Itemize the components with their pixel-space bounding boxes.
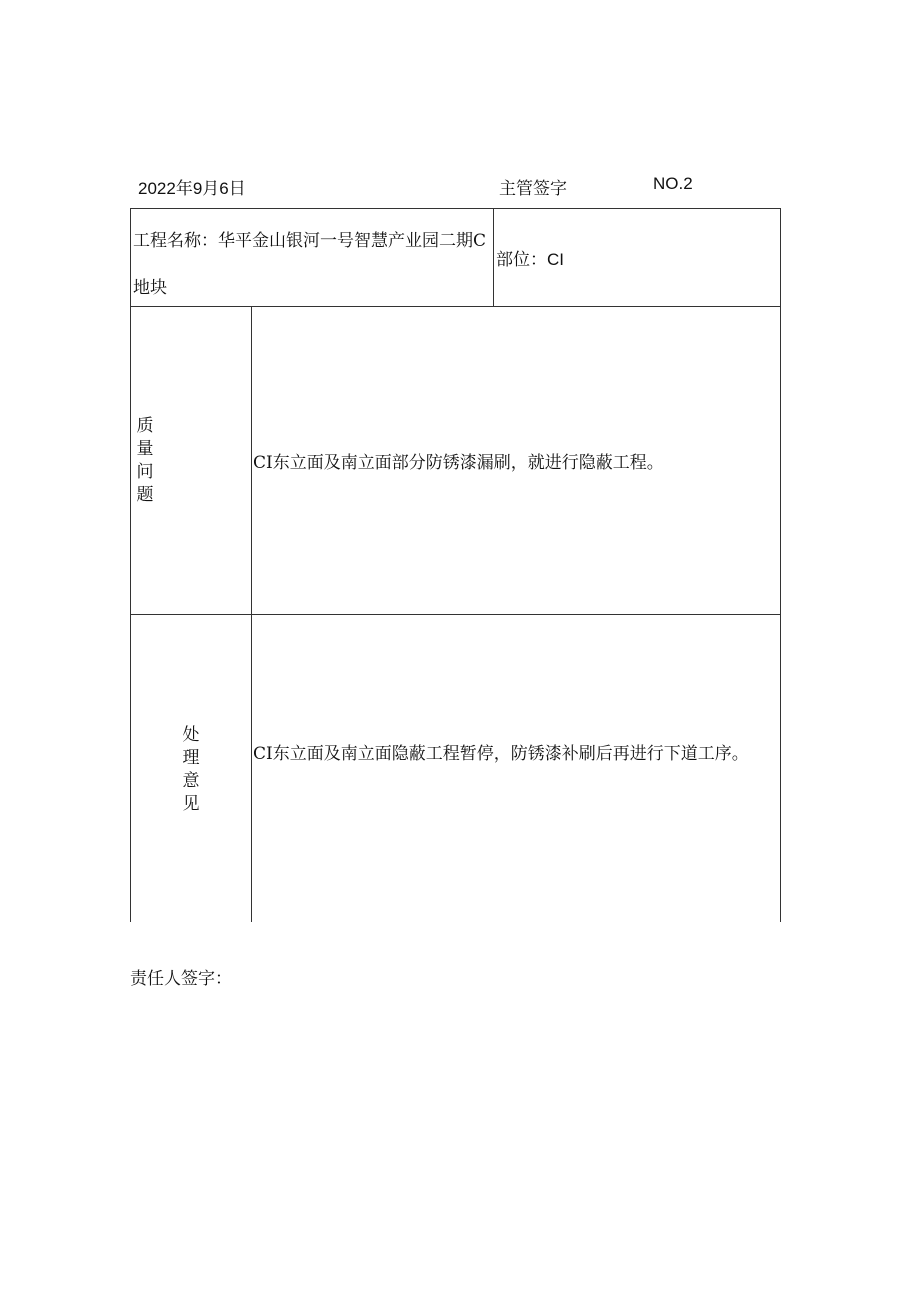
quality-issue-content: CI东立面及南立面部分防锈漆漏刷，就进行隐蔽工程。 <box>253 453 664 473</box>
handling-opinion-content: CI东立面及南立面隐蔽工程暂停，防锈漆补刷后再进行下道工序。 <box>253 744 749 764</box>
table-top-border <box>130 208 781 209</box>
table-row-divider-2 <box>130 614 781 615</box>
table-header-divider <box>493 208 494 306</box>
responsible-signature-label: 责任人签字： <box>130 969 232 989</box>
table-right-border <box>780 208 781 922</box>
quality-issue-label: 质量问题 <box>136 416 154 505</box>
report-date: 2022年9月6日 <box>138 179 246 198</box>
project-name: 工程名称：华平金山银河一号智慧产业园二期C地块 <box>133 231 487 298</box>
handling-opinion-label: 处理意见 <box>182 725 200 814</box>
project-part: 部位：CI <box>496 250 564 269</box>
table-label-column-divider <box>251 306 252 922</box>
supervisor-signature-label: 主管签字 <box>499 179 567 199</box>
document-number: NO.2 <box>653 174 693 193</box>
table-left-border <box>130 208 131 922</box>
